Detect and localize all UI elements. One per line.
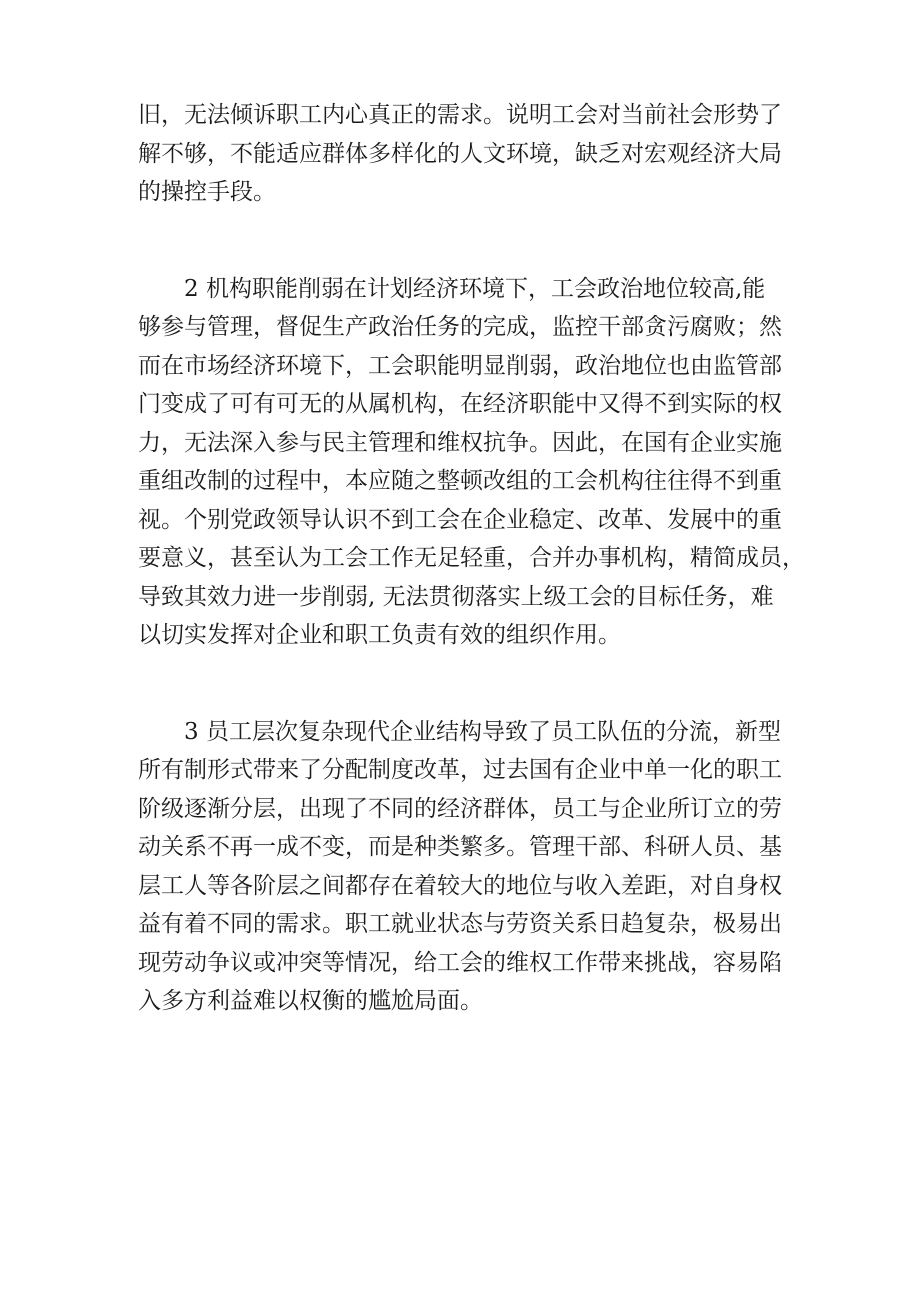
text-line: 重组改制的过程中，本应随之整顿改组的工会机构往往得不到重	[138, 468, 782, 494]
text-line: 以切实发挥对企业和职工负责有效的组织作用。	[138, 622, 621, 648]
text-line: 力，无法深入参与民主管理和维权抗争。因此，在国有企业实施	[138, 429, 782, 456]
text-line: 入多方利益难以权衡的尴尬局面。	[138, 988, 483, 1014]
text-line: 视。个别党政领导认识不到工会在企业稳定、改革、发展中的重	[138, 506, 782, 533]
text-line: 动关系不再一成不变，而是种类繁多。管理干部、科研人员、基	[138, 834, 782, 860]
paragraph-1	[138, 96, 786, 212]
text-line: 而在市场经济环境下，工会职能明显削弱，政治地位也由监管部	[138, 352, 782, 379]
text-line: 解不够，不能适应群体多样化的人文环境，缺乏对宏观经济大局	[138, 140, 782, 167]
text-line: 够参与管理，督促生产政治任务的完成，监控干部贪污腐败；然	[138, 314, 782, 340]
document-page	[138, 96, 805, 1079]
text-line: 要意义，甚至认为工会工作无足轻重，合并办事机构，精简成员，	[138, 545, 805, 571]
text-line: 阶级逐渐分层，出现了不同的经济群体，员工与企业所订立的劳	[138, 795, 782, 822]
text-line: 层工人等各阶层之间都存在着较大的地位与收入差距，对自身权	[138, 872, 782, 899]
paragraph-2	[138, 270, 805, 655]
text-line: 益有着不同的需求。职工就业状态与劳资关系日趋复杂，极易出	[138, 911, 782, 937]
text-line: 的操控手段。	[138, 179, 276, 205]
text-line: 导致其效力进一步削弱, 无法贯彻落实上级工会的目标任务，难	[138, 583, 774, 610]
text-line: 现劳动争议或冲突等情况，给工会的维权工作带来挑战，容易陷	[138, 949, 782, 976]
paragraph-3	[138, 713, 786, 1021]
text-line: 所有制形式带来了分配制度改革，过去国有企业中单一化的职工	[138, 757, 782, 783]
text-line: 3 员工层次复杂现代企业结构导致了员工队伍的分流，新型	[184, 718, 781, 745]
text-line: 旧，无法倾诉职工内心真正的需求。说明工会对当前社会形势了	[138, 102, 782, 128]
text-line: 门变成了可有可无的从属机构，在经济职能中又得不到实际的权	[138, 391, 782, 417]
text-line: 2 机构职能削弱在计划经济环境下，工会政治地位较高,能	[184, 275, 766, 302]
